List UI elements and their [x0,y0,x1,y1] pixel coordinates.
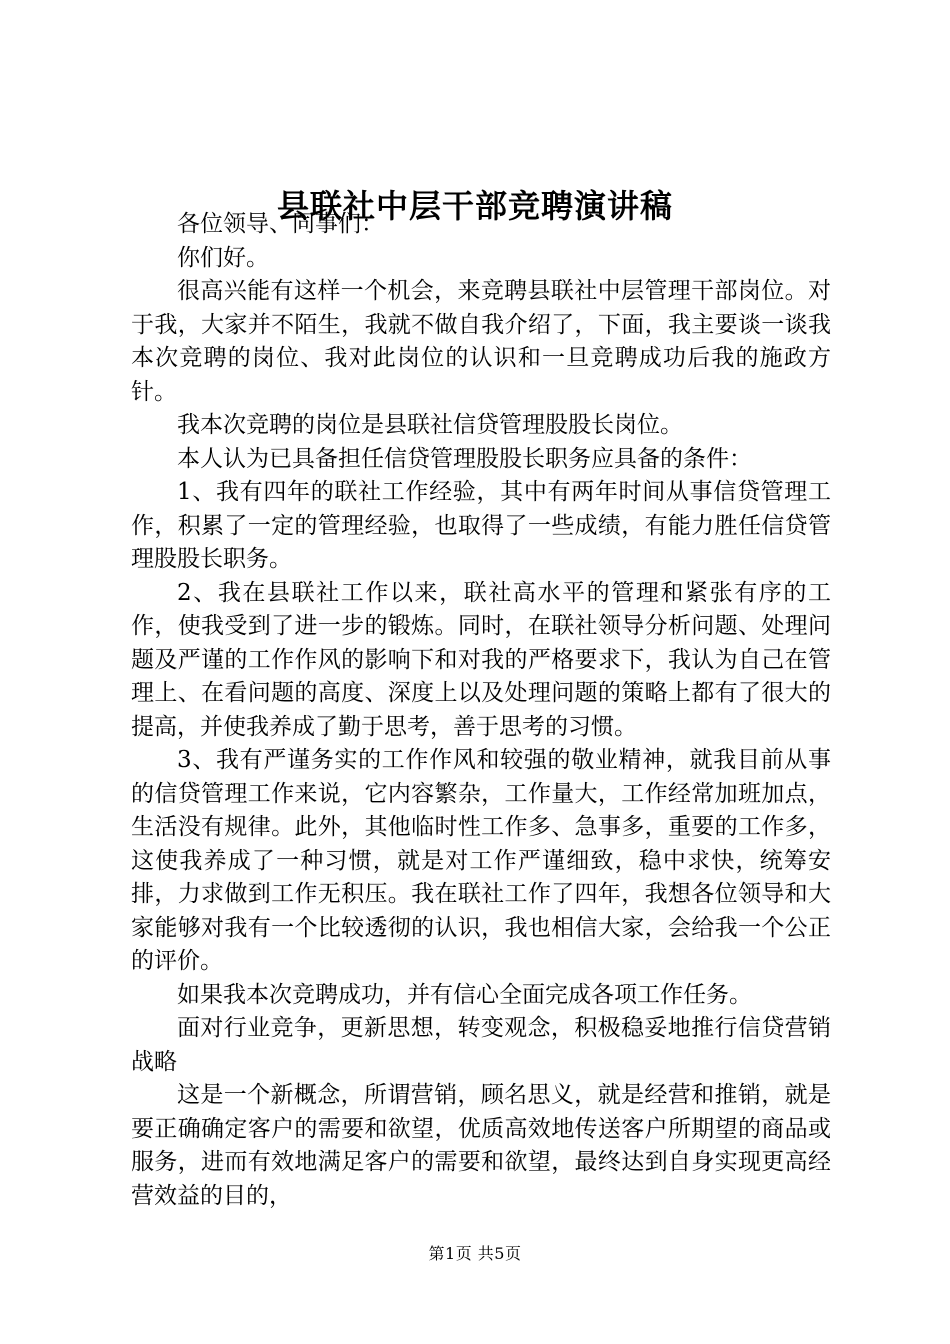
page-footer: 第1页 共5页 [428,1244,522,1263]
paragraph-confidence: 如果我本次竞聘成功，并有信心全面完成各项工作任务。 [177,981,752,1008]
paragraph-marketing: 这是一个新概念，所谓营销，顾名思义，就是经营和推销，就是要正确确定客户的需要和欲望，优质高效地传送客户所期望的商品或服务，进而有效地满足客户的需要和欲望，最终达到自身实现更高经营效益的目的， [131,1082,831,1209]
paragraph-intro: 很高兴能有这样一个机会，来竞聘县联社中层管理干部岗位。对于我，大家并不陌生，我就不做自我介绍了，下面，我主要谈一谈我本次竞聘的岗位、我对此岗位的认识和一旦竞聘成功后我的施政方针。 [131,278,831,405]
paragraph-point-1: 1、我有四年的联社工作经验，其中有两年时间从事信贷管理工作，积累了一定的管理经验，也取得了一些成绩，有能力胜任信贷管理股股长职务。 [131,479,831,572]
paragraph-hello: 你们好。 [177,244,269,271]
paragraph-position: 我本次竞聘的岗位是县联社信贷管理股股长岗位。 [177,412,683,438]
paragraph-greeting: 各位领导、同事们： [177,211,384,237]
paragraph-conditions: 本人认为已具备担任信贷管理股股长职务应具备的条件： [177,445,752,472]
document-body [131,208,831,1213]
paragraph-strategy: 面对行业竞争，更新思想，转变观念，积极稳妥地推行信贷营销战略 [131,1015,831,1075]
paragraph-point-3: 3、我有严谨务实的工作作风和较强的敬业精神，就我目前从事的信贷管理工作来说，它内容繁杂，工作量大，工作经常加班加点，生活没有规律。此外，其他临时性工作多、急事多，重要的工作多，这使我养成了一种习惯，就是对工作严谨细致，稳中求快，统筹安排，力求做到工作无积压。我在联社工作了四年，我想各位领导和大家能够对我有一个比较透彻的认识，我也相信大家，会给我一个公正的评价。 [131,747,831,974]
paragraph-point-2: 2、我在县联社工作以来，联社高水平的管理和紧张有序的工作，使我受到了进一步的锻炼。同时，在联社领导分析问题、处理问题及严谨的工作作风的影响下和对我的严格要求下，我认为自己在管理上、在看问题的高度、深度上以及处理问题的策略上都有了很大的提高，并使我养成了勤于思考，善于思考的习惯。 [131,579,831,740]
document-title: 县联社中层干部竞聘演讲稿 [276,187,673,225]
